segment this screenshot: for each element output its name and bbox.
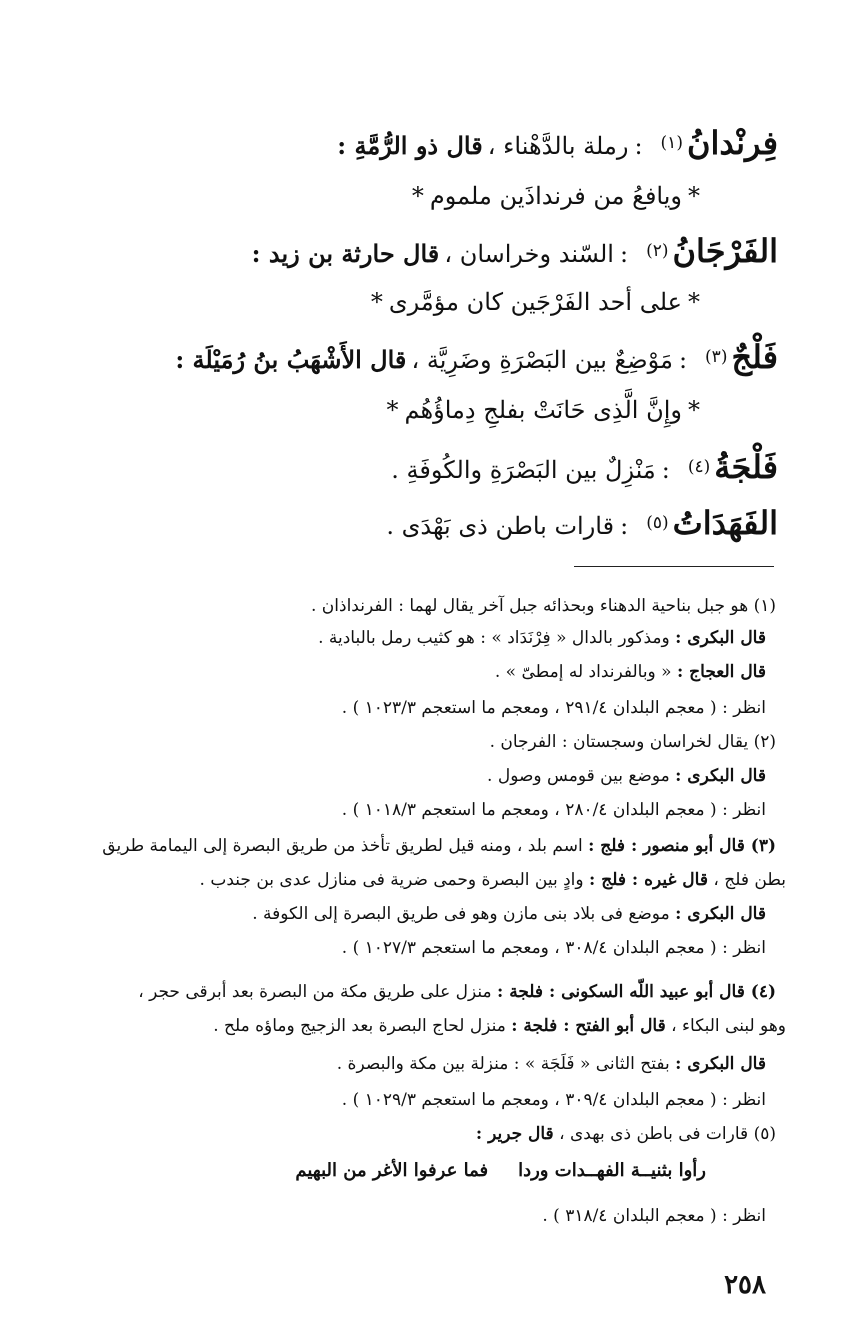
footnote-4-line-1: (٤) قال أبو عبيد اللّه السكونى : فلجة : منزل على طريق مكة من البصرة بعد أبرقى حجر ، [138,982,776,1002]
definition: قارات باطن ذى بَهْدَى . [386,512,615,540]
footnote-5-poem [54,1160,706,1181]
definition: مَنْزِلٌ بين البَصْرَةِ والكُوفَةِ . [391,456,656,484]
footnote-4-line-3: قال البكرى : بفتح الثانى « فَلَجَة » : منزلة بين مكة والبصرة . [336,1054,766,1074]
footnote-3-line-1: (٣) قال أبو منصور : فلج : اسم بلد ، ومنه قيل لطريق تأخذ من طريق البصرة إلى اليمامة طريق [102,836,776,856]
entry-farjan: الفَرْجَانُ(٢):السّند وخراسان ، قال حارثة بن زيد : [251,232,778,270]
footnote-1-line-1: (١) هو جبل بناحية الدهناء وبحذائه جبل آخر يقال لهما : الفرنداذان . [311,596,776,616]
footnote-ref: (٥) [646,512,669,533]
footnote-2-line-2: قال البكرى : موضع بين قومس وصول . [487,766,766,786]
definition: رملة بالدَّهْناء ، [487,132,629,160]
verse-3: *وإِنَّ الَّذِى حَانَتْ بفلجِ دِماؤُهُم* [386,396,700,424]
poem-hemistich-2: فما عرفوا الأغر من البهيم [295,1160,489,1181]
footnote-3-line-4: انظر : ( معجم البلدان ٣٠٨/٤ ، ومعجم ما استعجم ١٠٢٧/٣ ) . [341,938,766,958]
footnote-ref: (٣) [705,346,728,367]
footnote-3-line-3: قال البكرى : موضع فى بلاد بنى مازن وهو فى طريق البصرة إلى الكوفة . [252,904,766,924]
headword: الفَهَدَاتُ [672,504,778,542]
footnote-1-line-3: قال العجاج : « وبالفرنداد له إمطىّ » . [494,662,766,682]
footnote-5-line-1: (٥) قارات فى باطن ذى بهدى ، قال جرير : [475,1124,776,1144]
verse-text: على أحد الفَرْجَين كان مؤمَّرى [388,288,682,316]
headword: فَلْجَةُ [714,448,778,486]
footnote-divider [574,566,774,567]
entry-fahadat: الفَهَدَاتُ(٥):قارات باطن ذى بَهْدَى . [386,504,778,542]
verse-text: وإِنَّ الَّذِى حَانَتْ بفلجِ دِماؤُهُم [404,396,682,424]
entry-faljah: فَلْجَةُ(٤):مَنْزِلٌ بين البَصْرَةِ والكُوفَةِ . [391,448,778,486]
verse-1: *ويافعُ من فرنداذَين ملموم* [411,182,700,210]
headword: فَلْجٌ [731,338,778,376]
footnote-ref: (٢) [646,240,669,261]
footnote-5-line-3: انظر : ( معجم البلدان ٣١٨/٤ ) . [542,1206,766,1226]
footnote-3-line-2: بطن فلج ، قال غيره : فلج : وادٍ بين البصرة وحمى ضرية فى منازل عدى بن جندب . [199,870,786,890]
verse-text: ويافعُ من فرنداذَين ملموم [429,182,682,210]
footnote-ref: (١) [660,132,683,153]
verse-2: *على أحد الفَرْجَين كان مؤمَّرى* [370,288,700,316]
entry-falj: فَلْجٌ(٣):مَوْضِعٌ بين البَصْرَةِ وضَرِيَّة ، قال الأَشْهَبُ بنُ رُمَيْلَة : [175,338,778,376]
headword: فِرنْدانُ [686,124,778,162]
footnote-4-line-4: انظر : ( معجم البلدان ٣٠٩/٤ ، ومعجم ما استعجم ١٠٢٩/٣ ) . [341,1090,766,1110]
attribution: قال ذو الرُّمَّةِ : [337,131,483,160]
definition: مَوْضِعٌ بين البَصْرَةِ وضَرِيَّة ، [411,346,673,374]
footnote-2-line-1: (٢) يقال لخراسان وسجستان : الفرجان . [489,732,776,752]
footnote-1-line-2: قال البكرى : ومذكور بالدال « فِرْنَدَاد » : هو كثيب رمل بالبادية . [318,628,766,648]
headword: الفَرْجَانُ [672,232,778,270]
attribution: قال حارثة بن زيد : [251,239,440,268]
definition: السّند وخراسان ، [444,240,614,268]
entry-firindan: فِرنْدانُ(١):رملة بالدَّهْناء ، قال ذو الرُّمَّةِ : [337,124,778,162]
attribution: قال الأَشْهَبُ بنُ رُمَيْلَة : [175,345,407,374]
page-number: ٢٥٨ [724,1270,766,1300]
footnote-2-line-3: انظر : ( معجم البلدان ٢٨٠/٤ ، ومعجم ما استعجم ١٠١٨/٣ ) . [341,800,766,820]
footnote-4-line-2: وهو لبنى البكاء ، قال أبو الفتح : فلجة : منزل لحاج البصرة بعد الزجيج وماؤه ملح . [213,1016,786,1036]
footnote-1-line-4: انظر : ( معجم البلدان ٢٩١/٤ ، ومعجم ما استعجم ١٠٢٣/٣ ) . [341,698,766,718]
footnote-ref: (٤) [687,456,711,477]
poem-hemistich-1: رأوا بثنيــة الفهــدات وردا [518,1160,706,1181]
